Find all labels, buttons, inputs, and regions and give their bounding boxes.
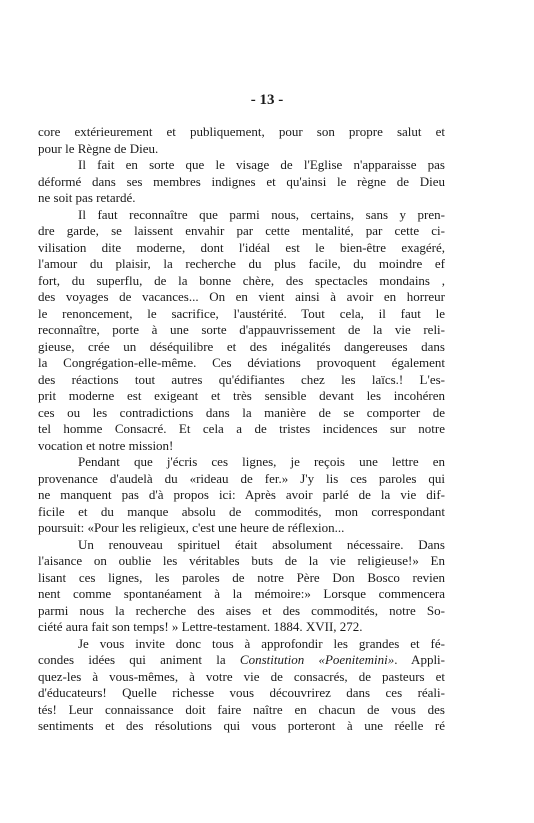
text-line: déformé dans ses membres indignes et qu'ainsi le règne de Dieu [38, 173, 445, 189]
text-line: dre garde, se laissent envahir par cette mentalité, par cette ci- [38, 223, 445, 238]
text-line: provenance d'audelà du «rideau de fer.» J'y lis ces paroles qui [38, 470, 445, 486]
text-line: gieuse, crée un déséquilibre et des inégalités dangereuses dans [38, 338, 445, 354]
text-line: parmi nous la recherche des aises et des commodités, notre So- [38, 602, 445, 618]
document-title-italic: Constitution «Poenitemini» [239, 652, 395, 667]
text-line: l'aisance on oublie les véritables buts de la vie religieuse!» En [38, 553, 445, 568]
text-line: Il faut reconnaître que parmi nous, certains, sans y pren- [78, 206, 445, 222]
text-line: lisant ces lignes, les paroles de notre Père Don Bosco revien [38, 569, 445, 585]
text-line: prit moderne est exigeant et très sensible devant les incohéren [38, 388, 445, 403]
text-line: nent comme spontanéament à la mémoire:» Lorsque commencera [38, 586, 445, 601]
text-line: ne soit pas retardé. [38, 190, 136, 205]
text-line: Pendant que j'écris ces lignes, je reçois une lettre en [78, 454, 445, 469]
text-line: Je vous invite donc tous à approfondir les grandes et fé- [78, 635, 445, 651]
text-line: des voyages de vacances... On en vient ainsi à avoir en horreur [38, 289, 445, 304]
text-line: tel homme Consacré. Et cela a de tristes incidences sur notre [38, 421, 445, 436]
body-text [38, 124, 445, 735]
text-line: tés! Leur connaissance doit faire naître en chacun de vous des [38, 701, 445, 717]
text-line: ces ou les contradictions dans la manière de se comporter de [38, 404, 445, 420]
page-number: - 13 - [250, 92, 284, 108]
text-line: pour le Règne de Dieu. [38, 140, 159, 156]
text-line: des réactions tout autres qu'édifiantes chez les laïcs.! L'es- [38, 371, 445, 387]
text-line: ficile et du manque absolu de commodités, mon correspondant [38, 503, 445, 519]
text-line: Un renouveau spirituel était absolument nécessaire. Dans [78, 536, 445, 552]
text-line: sentiments et des résolutions qui vous porteront à une réelle ré [38, 718, 445, 733]
text-line: ciété aura fait son temps! » Lettre-testament. 1884. XVII, 272. [38, 619, 363, 634]
text-line: l'amour du plaisir, la recherche du plus facile, du moindre ef [38, 256, 445, 271]
text-line: d'éducateurs! Quelle richesse vous découvrirez dans ces réali- [38, 685, 445, 700]
text-line: Il fait en sorte que le visage de l'Eglise n'apparaisse pas [78, 157, 445, 172]
text-line: condes idées qui animent la Constitution «Poenitemini». Appli- [38, 652, 446, 667]
text-line: quez-les à vous-mêmes, à votre vie de consacrés, de pasteurs et [38, 668, 445, 684]
text-line: poursuit: «Pour les religieux, c'est une heure de réflexion... [38, 520, 345, 535]
text-line: la Congrégation-elle-même. Ces déviations provoquent également [38, 355, 445, 370]
text-line: core extérieurement et publiquement, pour son propre salut et [38, 124, 445, 139]
text-line: vilisation dite moderne, dont l'idéal est le bien-être exagéré, [38, 239, 445, 255]
text-line: ne manquent pas d'à propos ici: Après avoir parlé de la vie dif- [38, 487, 445, 502]
text-line: fort, du superflu, de la bonne chère, des spectacles mondains , [38, 272, 445, 288]
text-line: le renoncement, le sacrifice, l'austérité. Tout cela, il faut le [38, 305, 445, 321]
text-line: reconnaître, porte à une sorte d'appauvrissement de la vie reli- [38, 322, 445, 337]
text-line: vocation et notre mission! [38, 437, 174, 453]
